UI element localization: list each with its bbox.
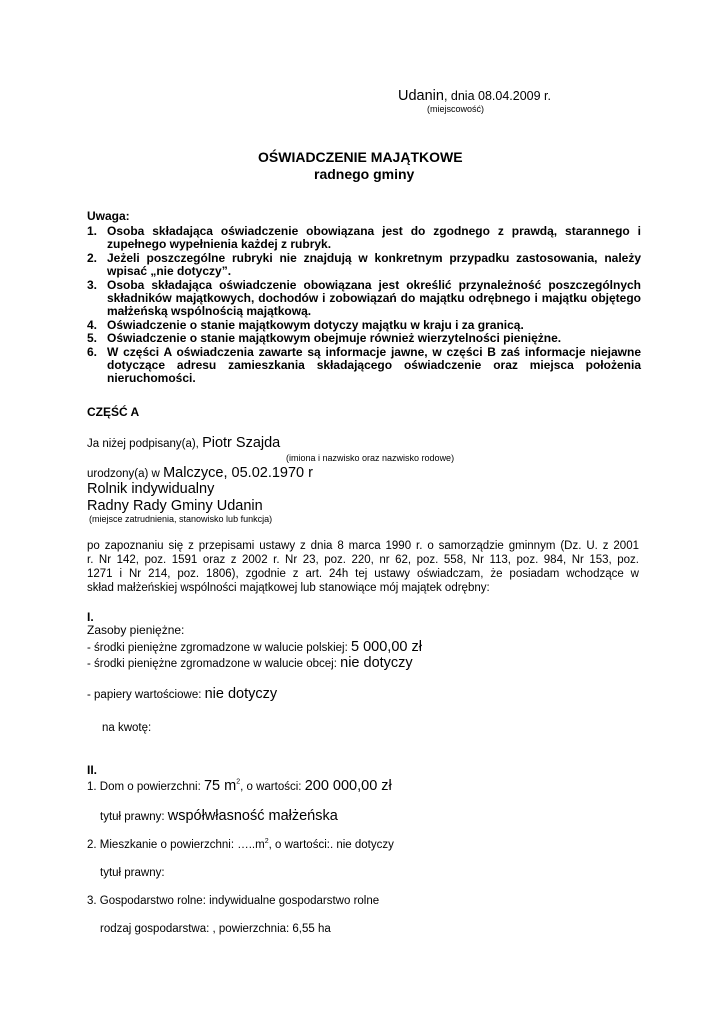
document-title: OŚWIADCZENIE MAJĄTKOWE — [258, 149, 463, 165]
house-label: 1. Dom o powierzchni: — [87, 781, 204, 793]
place: Udanin — [398, 88, 444, 104]
resources-label: Zasoby pieniężne: — [87, 623, 185, 637]
securities-line — [87, 685, 277, 703]
flat-sup: 2 — [264, 838, 269, 846]
securities-label: - papiery wartościowe: — [87, 689, 205, 701]
foreign-label: - środki pieniężne zgromadzone w walucie obcej: — [87, 658, 341, 670]
born-value: Malczyce, 05.02.1970 r — [163, 465, 313, 481]
house-line — [87, 777, 392, 795]
statement-line: po zapoznaniu się z przepisami ustawy z dnia 8 marca 1990 r. o samorządzie gminnym (Dz. U. z 2001 — [87, 540, 639, 552]
farm-type-line: rodzaj gospodarstwa: , powierzchnia: 6,55 ha — [100, 923, 331, 935]
house-title: współwłasność małżeńska — [167, 808, 338, 824]
part-a-heading: CZĘŚĆ A — [87, 405, 140, 419]
section-1-heading: I. — [87, 610, 94, 624]
flat-value: , o wartości:. nie dotyczy — [268, 839, 394, 851]
house-area: 75 m — [203, 778, 237, 794]
notes-list — [87, 225, 641, 386]
document-subtitle: radnego gminy — [314, 166, 415, 182]
house-title-label: tytuł prawny: — [100, 811, 168, 823]
note-item: 1. Osoba składająca oświadczenie obowiązana jest do zgodnego z prawdą, starannego i zupełnego wypełnienia każdej z rubryk. — [87, 224, 641, 252]
note-item: 3. Osoba składająca oświadczenie obowiązana jest określić przynależność poszczególnych składników majątkowych, dochodów i zobowiązań do majątku odrębnego i majątku objętego małżeńską wspólnością majątkową. — [87, 277, 641, 319]
pln-value: 5 000,00 zł — [351, 639, 422, 655]
place-caption: (miejscowość) — [427, 104, 485, 114]
born-line — [87, 464, 313, 482]
house-value: 200 000,00 zł — [304, 778, 392, 794]
house-title-line — [100, 807, 338, 825]
born-label: urodzony(a) w — [87, 468, 164, 480]
securities-value: nie dotyczy — [204, 686, 278, 702]
foreign-line — [87, 654, 413, 672]
statement-line: skład małżeńskiej wspólności majątkowej lub stanowiące mój majątek odrębny: — [87, 582, 490, 594]
note-item: 2. Jeżeli poszczególne rubryki nie znajdują w konkretnym przypadku zastosowania, należy wpisać „nie dotyczy”. — [87, 250, 641, 279]
flat-line — [87, 838, 394, 852]
date: , dnia 08.04.2009 r. — [443, 89, 551, 103]
amount-label: na kwotę: — [102, 722, 152, 734]
name-caption: (imiona i nazwisko oraz nazwisko rodowe) — [286, 453, 455, 463]
job-line-2: Radny Rady Gminy Udanin — [87, 498, 263, 514]
statement-line: r. Nr 142, poz. 1591 oraz z 2002 r. Nr 23, poz. 220, nr 62, poz. 558, Nr 113, poz. 984, Nr 153, poz. — [87, 554, 639, 566]
signed-line — [87, 434, 280, 452]
flat-label: 2. Mieszkanie o powierzchni: …..m — [87, 839, 265, 851]
section-2-heading: II. — [87, 763, 98, 777]
signed-name: Piotr Szajda — [202, 435, 281, 451]
note-item: 6. W części A oświadczenia zawarte są informacje jawne, w części B zaś informacje niejawne dotyczące adresu zamieszkania składającego oświadczenie oraz miejsca położenia nieruchomości. — [87, 344, 641, 386]
flat-title-label: tytuł prawny: — [100, 867, 165, 879]
place-date — [398, 87, 551, 105]
house-value-label: , o wartości: — [240, 781, 305, 793]
job-line-1: Rolnik indywidualny — [87, 481, 215, 497]
job-caption: (miejsce zatrudnienia, stanowisko lub funkcja) — [89, 514, 273, 524]
statement-line: 1271 i Nr 214, poz. 1806), zgodnie z art. 24h tej ustawy oświadczam, że posiadam wchodzące w — [87, 568, 639, 580]
foreign-value: nie dotyczy — [340, 655, 413, 671]
house-area-sup: 2 — [236, 778, 241, 786]
pln-label: - środki pieniężne zgromadzone w walucie polskiej: — [87, 642, 351, 654]
note-item: 5. Oświadczenie o stanie majątkowym obejmuje również wierzytelności pieniężne. — [87, 331, 562, 346]
notes-heading: Uwaga: — [87, 209, 130, 223]
note-item: 4. Oświadczenie o stanie majątkowym dotyczy majątku w kraju i za granicą. — [87, 317, 524, 332]
farm-line: 3. Gospodarstwo rolne: indywidualne gospodarstwo rolne — [87, 895, 380, 907]
signed-label: Ja niżej podpisany(a), — [87, 438, 203, 450]
